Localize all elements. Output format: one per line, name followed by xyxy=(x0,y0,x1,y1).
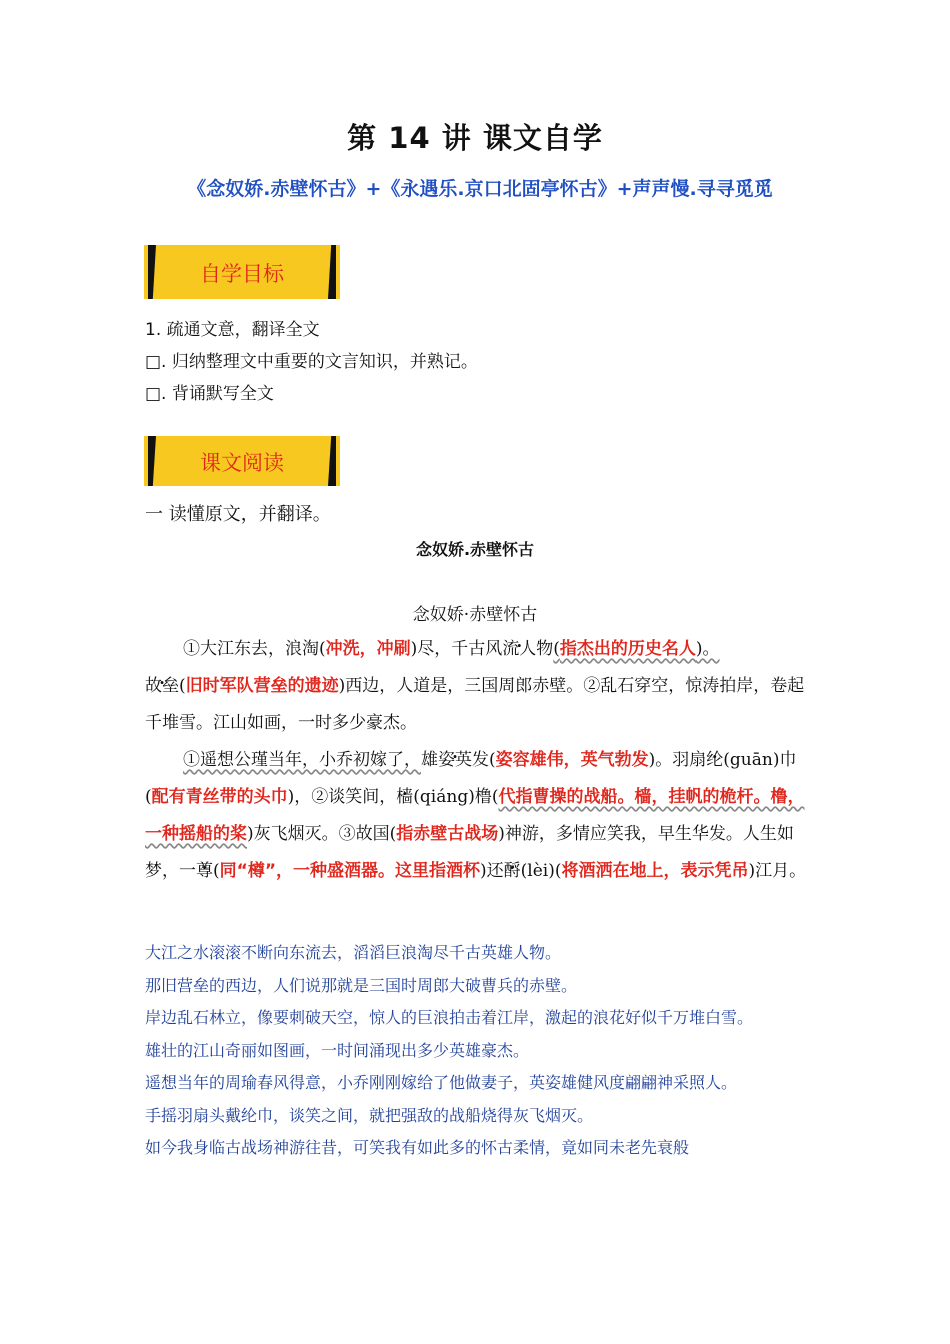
poem-text: )西边，人道是，三国周郎赤壁。②乱石穿空，惊涛拍岸，卷起千堆雪。江山如画，一时多少豪杰。 xyxy=(145,676,805,733)
poem-paragraph-2 xyxy=(145,742,815,890)
poem-heading: 念奴娇.赤壁怀古 xyxy=(415,540,535,559)
annotation: 姿容雄伟，英气勃发 xyxy=(495,750,649,770)
annotation: 代指曹操的战船。樯，挂帆的桅杆。橹，一种摇船的桨 xyxy=(145,787,805,844)
section-intro: 一 读懂原文，并翻译。 xyxy=(145,504,331,525)
key-phrase: 酹 xyxy=(503,861,521,881)
annotated-run xyxy=(553,639,719,659)
lesson-title: 第 14 讲 课文自学 xyxy=(347,121,603,155)
annotation: 同“樽”，一种盛酒器。这里指酒杯 xyxy=(219,861,480,881)
reading-banner-label: 课文阅读 xyxy=(200,451,284,475)
reading-banner xyxy=(144,436,340,486)
translation-line: 岸边乱石林立，像要刺破天空，惊人的巨浪拍击着江岸，激起的浪花好似千万堆白雪。 xyxy=(145,1008,754,1027)
translation-line: 那旧营垒的西边，人们说那就是三国时周郎大破曹兵的赤壁。 xyxy=(145,975,578,995)
annotation: 指赤壁古战场 xyxy=(396,824,499,844)
translation-line: 手摇羽扇头戴纶巾，谈笑之间，就把强敌的战船烧得灰飞烟灭。 xyxy=(145,1105,594,1125)
poem-text: )。 xyxy=(695,639,720,659)
key-phrase: 故垒 xyxy=(145,676,179,696)
goals-banner xyxy=(144,245,340,299)
key-phrase: 樯 xyxy=(396,787,414,807)
poem-text: )，②谈笑间， xyxy=(287,787,397,807)
poem-title: 念奴娇·赤壁怀古 xyxy=(412,605,538,625)
lesson-subtitle: 《念奴娇.赤壁怀古》+《永遇乐.京口北固亭怀古》+声声慢.寻寻觅觅 xyxy=(187,178,773,200)
poem-text: )。羽扇 xyxy=(648,750,707,770)
poem-text: ( xyxy=(489,750,496,770)
poem-text: )尽，千古 xyxy=(410,639,486,659)
poem-text: ( xyxy=(179,676,186,696)
poem-text: ( xyxy=(553,639,560,659)
goals-banner-label: 自学目标 xyxy=(200,262,284,286)
poem-text: (guān)巾( xyxy=(145,750,797,807)
translation-line: 雄壮的江山奇丽如图画，一时间涌现出多少英雄豪杰。 xyxy=(145,1040,530,1060)
goal-item-3: □. 背诵默写全文 xyxy=(145,384,274,404)
poem-text: ( xyxy=(213,861,220,881)
poem-text: )神游，多情应笑我，早生华发。人生如梦，一 xyxy=(145,824,794,881)
translation-line: 遥想当年的周瑜春风得意，小乔刚刚嫁给了他做妻子，英姿雄健风度翩翩神采照人。 xyxy=(145,1073,738,1092)
key-phrase: 风流人物 xyxy=(485,639,554,659)
key-phrase: 纶 xyxy=(706,750,724,770)
goal-item-2: □. 归纳整理文中重要的文言知识，并熟记。 xyxy=(145,352,478,372)
key-phrase: 雄姿英发 xyxy=(421,750,489,770)
poem-text: )还 xyxy=(480,861,504,881)
poem-text: )江月。 xyxy=(748,861,807,881)
poem-text: (lèi)( xyxy=(520,861,562,881)
poem-text: )灰飞烟灭。③故国( xyxy=(247,824,397,844)
translation-line: 大江之水滚滚不断向东流去，滔滔巨浪淘尽千古英雄人物。 xyxy=(145,943,562,962)
poem-text: (qiáng)橹( xyxy=(413,787,499,807)
annotation: 配有青丝带的头巾 xyxy=(151,787,288,807)
annotation: 指杰出的历史名人 xyxy=(559,639,696,659)
translation-line: 如今我身临古战场神游往昔，可笑我有如此多的怀古柔情，竟如同未老先衰般 xyxy=(145,1138,690,1157)
annotation: 将酒洒在地上，表示凭吊 xyxy=(561,861,749,881)
goal-item-1: 1. 疏通文意，翻译全文 xyxy=(145,320,320,340)
translation-block xyxy=(145,937,815,1165)
poem-paragraph-1 xyxy=(145,631,815,742)
poem-text: ①大江东去，浪淘( xyxy=(183,639,326,659)
poem-text: ①遥想公瑾当年，小乔初嫁了， xyxy=(183,750,421,770)
annotation: 旧时军队营垒的遗迹 xyxy=(185,676,339,696)
annotation: 冲洗，冲刷 xyxy=(325,639,411,659)
key-phrase: 尊 xyxy=(196,861,213,881)
